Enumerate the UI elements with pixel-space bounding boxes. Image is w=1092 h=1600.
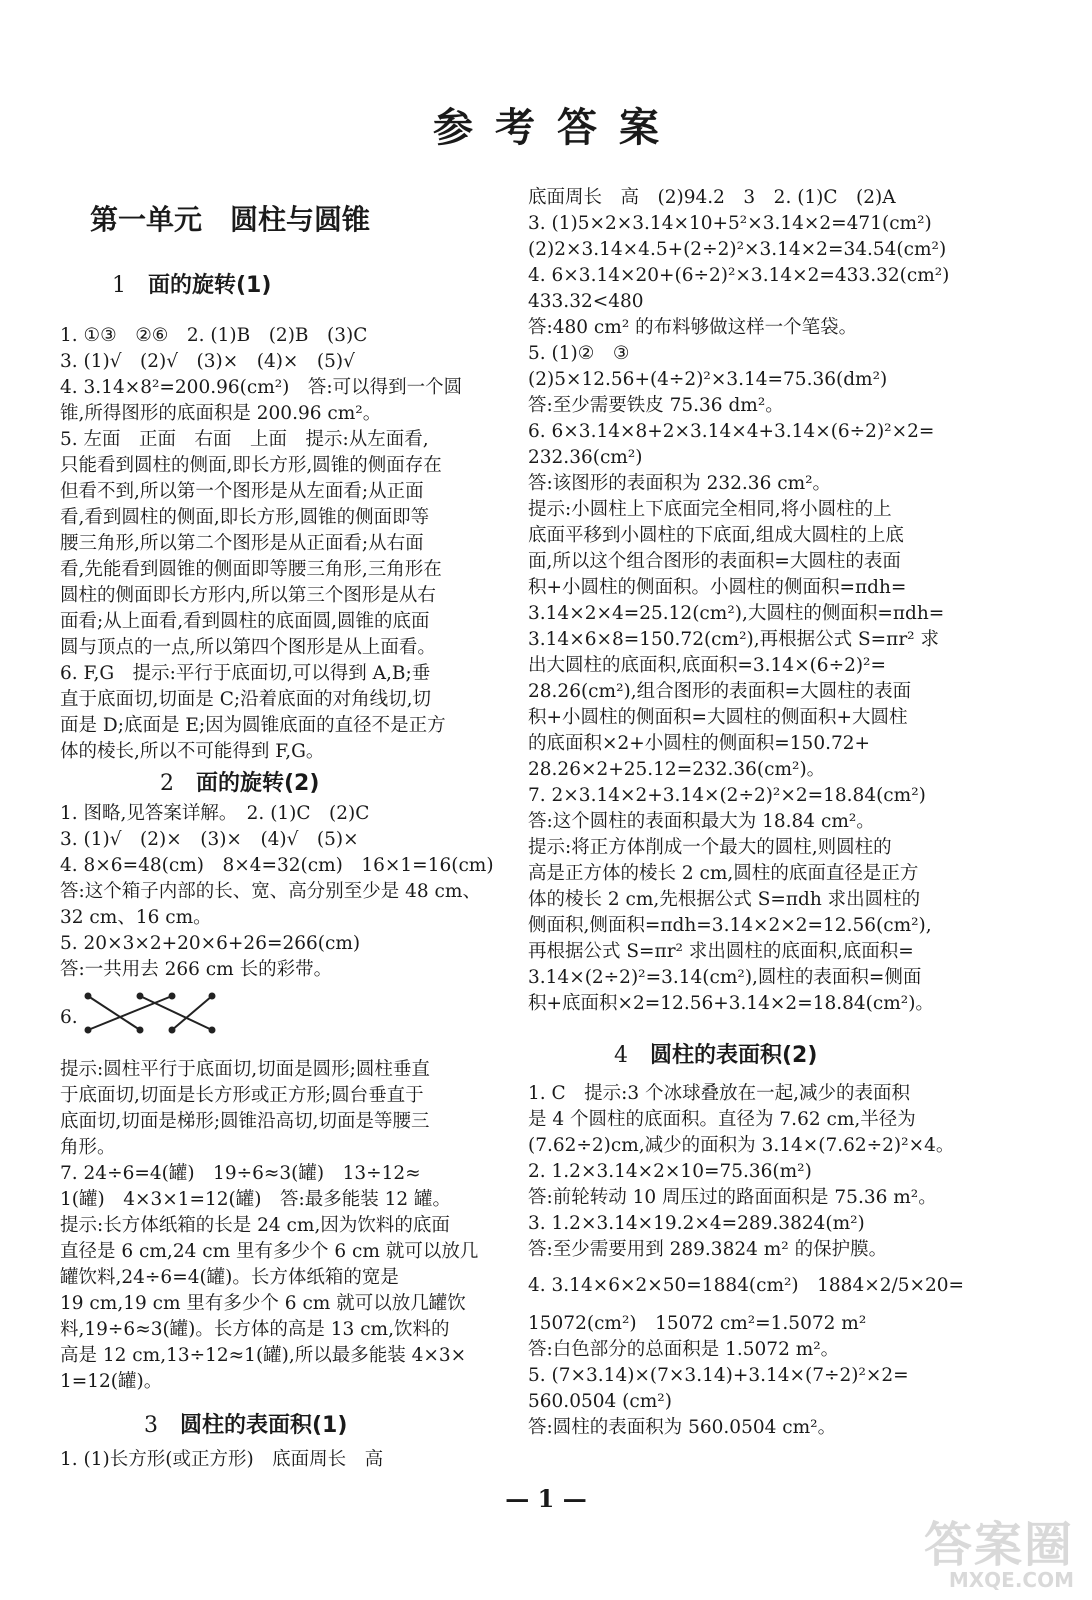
answer-line: 4. 3.14×8²=200.96(cm²) 答:可以得到一个圆 [60,377,463,398]
answer-line: 面看;从上面看,看到圆柱的底面圆,圆锥的底面 [60,611,430,632]
answer-line: 答:白色部分的总面积是 1.5072 m²。 [528,1339,840,1360]
section-label: 面的旋转(1) [148,273,272,298]
section-number: 3 [144,1413,158,1438]
answer-line: 的底面积×2+小圆柱的侧面积=150.72+ [528,733,871,754]
answer-line: 19 cm,19 cm 里有多少个 6 cm 就可以放几罐饮 [60,1293,466,1314]
answer-line: 提示:小圆柱上下底面完全相同,将小圆柱的上 [528,499,892,520]
answer-line: 4. 6×3.14×20+(6÷2)²×3.14×2=433.32(cm²) [528,265,950,286]
answer-line: 侧面积,侧面积=πdh=3.14×2×2=12.56(cm²), [528,915,932,936]
page-number: — 1 — [505,1484,587,1513]
section-title-1 [112,270,271,302]
watermark-logo: 答案圈 [923,1517,1074,1573]
watermark-url: MXQE.COM [948,1568,1074,1592]
section-label: 圆柱的表面积(2) [650,1043,818,1068]
answer-line: 232.36(cm²) [528,447,643,468]
answer-line: 答:480 cm² 的布料够做这样一个笔袋。 [528,317,858,338]
answer-line: 面是 D;底面是 E;因为圆锥底面的直径不是正方 [60,715,446,736]
match-dot [210,1028,215,1033]
answer-line: 提示:圆柱平行于底面切,切面是圆形;圆柱垂直 [60,1059,430,1080]
answer-line: 3.14×2×4=25.12(cm²),大圆柱的侧面积=πdh= [528,603,945,624]
match-dot [86,994,91,999]
answer-line: 3. (1)√ (2)√ (3)× (4)× (5)√ [60,351,355,372]
answer-line: 料,19÷6≈3(罐)。长方体的高是 13 cm,饮料的 [60,1319,450,1340]
answer-line: 底面周长 高 (2)94.2 3 2. (1)C (2)A [528,187,896,208]
answer-line: 5. (7×3.14)×(7×3.14)+3.14×(7÷2)²×2= [528,1365,909,1386]
answer-line: 底面平移到小圆柱的下底面,组成大圆柱的上底 [528,525,904,546]
answer-line: 直于底面切,切面是 C;沿着底面的对角线切,切 [60,689,432,710]
match-dot [86,1028,91,1033]
answer-line: 1=12(罐)。 [60,1371,163,1392]
answer-line: 28.26(cm²),组合图形的表面积=大圆柱的表面 [528,681,912,702]
answer-line: 答:这个圆柱的表面积最大为 18.84 cm²。 [528,811,875,832]
answer-line: 积+底面积×2=12.56+3.14×2=18.84(cm²)。 [528,993,934,1014]
answer-line: 答:至少需要用到 289.3824 m² 的保护膜。 [528,1239,888,1260]
answer-line: 但看不到,所以第一个图形是从左面看;从正面 [60,481,424,502]
match-dot [170,1028,175,1033]
answer-line: 1(罐) 4×3×1=12(罐) 答:最多能装 12 罐。 [60,1189,452,1210]
answer-line: 3. (1)√ (2)× (3)× (4)√ (5)× [60,829,359,850]
answer-line: 面,所以这个组合图形的表面积=大圆柱的表面 [528,551,901,572]
answer-line: 4. 3.14×6×2×50=1884(cm²) 1884×2/5×20= [528,1275,965,1296]
answer-line: 是 4 个圆柱的底面积。直径为 7.62 cm,半径为 [528,1109,916,1130]
answer-line: 圆柱的侧面即长方形内,所以第三个图形是从右 [60,585,436,606]
answer-line: 体的棱长 2 cm,先根据公式 S=πdh 求出圆柱的 [528,889,921,910]
answer-line: 7. 24÷6=4(罐) 19÷6≈3(罐) 13÷12≈ [60,1163,421,1184]
answer-line: 答:这个箱子内部的长、宽、高分别至少是 48 cm、 [60,881,481,902]
answer-line: 于底面切,切面是长方形或正方形;圆台垂直于 [60,1085,424,1106]
answer-line: 560.0504 (cm²) [528,1391,672,1412]
answer-line: (2)2×3.14×4.5+(2÷2)²×3.14×2=34.54(cm²) [528,239,947,260]
answer-line: 5. 20×3×2+20×6+26=266(cm) [60,933,361,954]
answer-line: 腰三角形,所以第二个图形是从正面看;从右面 [60,533,424,554]
answer-line: 高是 12 cm,13÷12≈1(罐),所以最多能装 4×3× [60,1345,467,1366]
answer-line: 15072(cm²) 15072 cm²=1.5072 m² [528,1313,867,1334]
section-number: 2 [160,771,174,796]
answer-line: 1. 图略,见答案详解。 2. (1)C (2)C [60,803,370,824]
answer-line: 高是正方体的棱长 2 cm,圆柱的底面直径是正方 [528,863,919,884]
answer-line: 积+小圆柱的侧面积。小圆柱的侧面积=πdh= [528,577,907,598]
answer-line: 7. 2×3.14×2+3.14×(2÷2)²×2=18.84(cm²) [528,785,926,806]
answer-line: 6. [60,1007,78,1028]
answer-line: 答:一共用去 266 cm 长的彩带。 [60,959,333,980]
watermark [908,1502,1078,1592]
section-title-4 [614,1040,817,1072]
answer-line: 体的棱长,所以不可能得到 F,G。 [60,741,325,762]
answer-line: 圆与顶点的一点,所以第四个图形是从上面看。 [60,637,436,658]
section-title-2 [160,768,319,800]
answer-line: 28.26×2+25.12=232.36(cm²)。 [528,759,826,780]
answer-line: 只能看到圆柱的侧面,即长方形,圆锥的侧面存在 [60,455,442,476]
match-line [140,996,212,1030]
answer-line: 4. 8×6=48(cm) 8×4=32(cm) 16×1=16(cm) [60,855,494,876]
match-line [88,996,172,1030]
match-dot [210,994,215,999]
answer-line: 出大圆柱的底面积,底面积=3.14×(6÷2)²= [528,655,886,676]
answer-line: 积+小圆柱的侧面积=大圆柱的侧面积+大圆柱 [528,707,908,728]
section-number: 1 [112,273,126,298]
answer-line: 再根据公式 S=πr² 求出圆柱的底面积,底面积= [528,941,914,962]
answer-line: 6. 6×3.14×8+2×3.14×4+3.14×(6÷2)²×2= [528,421,935,442]
answer-line: 底面切,切面是梯形;圆锥沿高切,切面是等腰三 [60,1111,430,1132]
answer-line: 3. (1)5×2×3.14×10+5²×3.14×2=471(cm²) [528,213,932,234]
answer-line: 2. 1.2×3.14×2×10=75.36(m²) [528,1161,812,1182]
match-dot [170,994,175,999]
answer-line: 答:至少需要铁皮 75.36 dm²。 [528,395,784,416]
answer-line: 答:圆柱的表面积为 560.0504 cm²。 [528,1417,837,1438]
answer-line: (2)5×12.56+(4÷2)²×3.14=75.36(dm²) [528,369,888,390]
unit-title: 第一单元 圆柱与圆锥 [90,203,371,236]
answer-line: 1. ①③ ②⑥ 2. (1)B (2)B (3)C [60,325,368,346]
section-label: 面的旋转(2) [196,771,320,796]
answer-line: 答:前轮转动 10 周压过的路面面积是 75.36 m²。 [528,1187,937,1208]
answer-line: 32 cm、16 cm。 [60,907,212,928]
answer-line: 5. (1)② ③ [528,343,630,364]
answer-line: 5. 左面 正面 右面 上面 提示:从左面看, [60,429,429,450]
section-title-3 [144,1410,347,1442]
answer-line: 答:该图形的表面积为 232.36 cm²。 [528,473,832,494]
answer-line: 1. (1)长方形(或正方形) 底面周长 高 [60,1449,384,1470]
match-dot [138,994,143,999]
answer-line: 看,先能看到圆锥的侧面即等腰三角形,三角形在 [60,559,442,580]
answer-line: 6. F,G 提示:平行于底面切,可以得到 A,B;垂 [60,663,431,684]
answer-line: 锥,所得图形的底面积是 200.96 cm²。 [60,403,382,424]
section-number: 4 [614,1043,628,1068]
section-label: 圆柱的表面积(1) [180,1413,348,1438]
answer-line: 罐饮料,24÷6=4(罐)。长方体纸箱的宽是 [60,1267,399,1288]
answer-line: 提示:长方体纸箱的长是 24 cm,因为饮料的底面 [60,1215,450,1236]
crossed-lines-figure [82,990,232,1036]
answer-line: 3. 1.2×3.14×19.2×4=289.3824(m²) [528,1213,865,1234]
answer-line: 提示:将正方体削成一个最大的圆柱,则圆柱的 [528,837,892,858]
answer-line: 1. C 提示:3 个冰球叠放在一起,减少的表面积 [528,1083,910,1104]
answer-line: 角形。 [60,1137,116,1158]
page-title: 参考答案 [433,105,681,151]
answer-line: 3.14×(2÷2)²=3.14(cm²),圆柱的表面积=侧面 [528,967,922,988]
match-dot [138,1028,143,1033]
answer-line: 直径是 6 cm,24 cm 里有多少个 6 cm 就可以放几 [60,1241,479,1262]
answer-line: 看,看到圆柱的侧面,即长方形,圆锥的侧面即等 [60,507,430,528]
answer-line: 3.14×6×8=150.72(cm²),再根据公式 S=πr² 求 [528,629,939,650]
answer-line: (7.62÷2)cm,减少的面积为 3.14×(7.62÷2)²×4。 [528,1135,955,1156]
answer-line: 433.32<480 [528,291,644,312]
